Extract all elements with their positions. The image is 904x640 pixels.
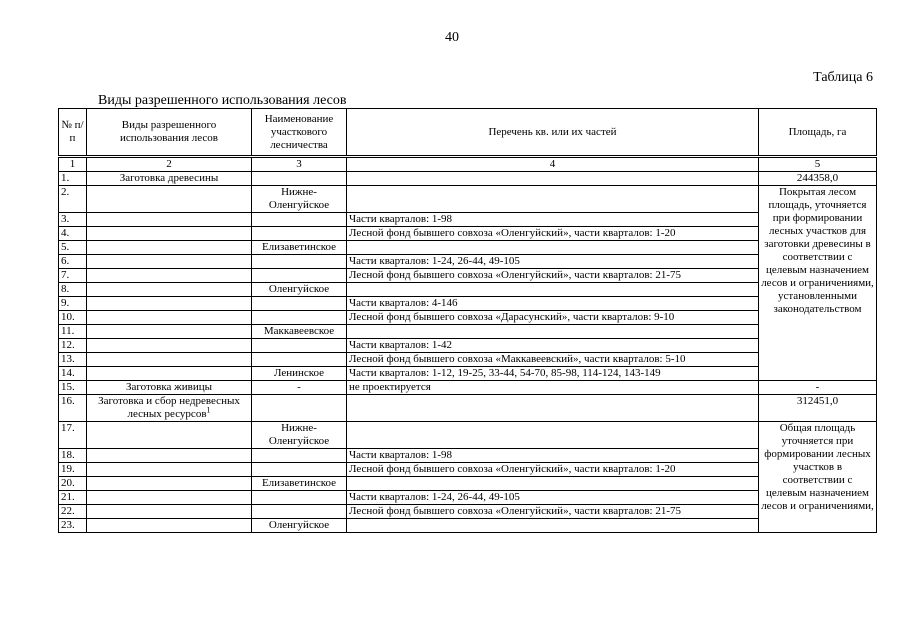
area-note: Покрытая лесом площадь, уточняется при формировании лесных участков для заготовки древесины в соответствии с целевым назначением лесов и ограничениями, установленными законодательством bbox=[759, 186, 877, 381]
forestry-name bbox=[252, 255, 347, 269]
table-row bbox=[59, 491, 877, 505]
forestry-name bbox=[252, 353, 347, 367]
quarters-list: Части кварталов: 1-98 bbox=[347, 449, 759, 463]
table-row bbox=[59, 477, 877, 491]
use-kind bbox=[87, 255, 252, 269]
quarters-list bbox=[347, 241, 759, 255]
quarters-list: Части кварталов: 1-98 bbox=[347, 213, 759, 227]
table-row bbox=[59, 381, 877, 395]
quarters-list bbox=[347, 477, 759, 491]
use-kind bbox=[87, 339, 252, 353]
row-number: 9. bbox=[59, 297, 87, 311]
row-number: 4. bbox=[59, 227, 87, 241]
quarters-list: Лесной фонд бывшего совхоза «Оленгуйский», части кварталов: 21-75 bbox=[347, 269, 759, 283]
quarters-list: Лесной фонд бывшего совхоза «Маккавеевский», части кварталов: 5-10 bbox=[347, 353, 759, 367]
row-number: 8. bbox=[59, 283, 87, 297]
area-value: 312451,0 bbox=[759, 395, 877, 422]
use-kind bbox=[87, 297, 252, 311]
use-kind bbox=[87, 186, 252, 213]
row-number: 23. bbox=[59, 519, 87, 533]
row-number: 21. bbox=[59, 491, 87, 505]
header-cell: Перечень кв. или их частей bbox=[347, 109, 759, 157]
forestry-name: Ленинское bbox=[252, 367, 347, 381]
row-number: 2. bbox=[59, 186, 87, 213]
use-kind bbox=[87, 353, 252, 367]
row-number: 11. bbox=[59, 325, 87, 339]
table-row bbox=[59, 269, 877, 283]
use-kind bbox=[87, 422, 252, 449]
column-number: 2 bbox=[87, 157, 252, 172]
quarters-list: Части кварталов: 1-24, 26-44, 49-105 bbox=[347, 491, 759, 505]
table-row bbox=[59, 449, 877, 463]
forestry-name: Нижне-Оленгуйское bbox=[252, 422, 347, 449]
quarters-list bbox=[347, 395, 759, 422]
use-kind: Заготовка древесины bbox=[87, 172, 252, 186]
row-number: 15. bbox=[59, 381, 87, 395]
quarters-list: Части кварталов: 1-12, 19-25, 33-44, 54-70, 85-98, 114-124, 143-149 bbox=[347, 367, 759, 381]
use-kind bbox=[87, 491, 252, 505]
use-kind bbox=[87, 325, 252, 339]
table-row bbox=[59, 505, 877, 519]
forestry-name: - bbox=[252, 381, 347, 395]
forestry-name: Оленгуйское bbox=[252, 283, 347, 297]
table-row bbox=[59, 172, 877, 186]
table-row bbox=[59, 353, 877, 367]
quarters-list: Части кварталов: 4-146 bbox=[347, 297, 759, 311]
quarters-list: Части кварталов: 1-24, 26-44, 49-105 bbox=[347, 255, 759, 269]
table-row bbox=[59, 255, 877, 269]
use-kind bbox=[87, 477, 252, 491]
use-kind: Заготовка живицы bbox=[87, 381, 252, 395]
row-number: 20. bbox=[59, 477, 87, 491]
forestry-name bbox=[252, 491, 347, 505]
area-value: 244358,0 bbox=[759, 172, 877, 186]
quarters-list: Лесной фонд бывшего совхоза «Дарасунский», части кварталов: 9-10 bbox=[347, 311, 759, 325]
table-row bbox=[59, 311, 877, 325]
quarters-list: Лесной фонд бывшего совхоза «Оленгуйский», части кварталов: 1-20 bbox=[347, 463, 759, 477]
table-row bbox=[59, 395, 877, 422]
footnote-mark: 1 bbox=[206, 405, 211, 415]
quarters-list bbox=[347, 519, 759, 533]
page-number: 40 bbox=[445, 30, 459, 45]
area-value: - bbox=[759, 381, 877, 395]
column-number: 1 bbox=[59, 157, 87, 172]
use-kind bbox=[87, 519, 252, 533]
use-kind bbox=[87, 213, 252, 227]
forestry-name bbox=[252, 297, 347, 311]
quarters-list bbox=[347, 283, 759, 297]
forestry-name bbox=[252, 339, 347, 353]
forestry-name bbox=[252, 449, 347, 463]
row-number: 1. bbox=[59, 172, 87, 186]
header-cell: Площадь, га bbox=[759, 109, 877, 157]
forestry-name: Оленгуйское bbox=[252, 519, 347, 533]
header-cell: Наименование участкового лесничества bbox=[252, 109, 347, 157]
forestry-name: Маккавеевское bbox=[252, 325, 347, 339]
use-kind bbox=[87, 449, 252, 463]
forest-use-table bbox=[58, 108, 877, 533]
use-kind bbox=[87, 463, 252, 477]
use-kind bbox=[87, 505, 252, 519]
row-number: 12. bbox=[59, 339, 87, 353]
quarters-list bbox=[347, 325, 759, 339]
row-number: 14. bbox=[59, 367, 87, 381]
quarters-list: не проектируется bbox=[347, 381, 759, 395]
table-row bbox=[59, 422, 877, 449]
use-kind bbox=[87, 241, 252, 255]
forestry-name: Нижне-Оленгуйское bbox=[252, 186, 347, 213]
row-number: 5. bbox=[59, 241, 87, 255]
quarters-list: Лесной фонд бывшего совхоза «Оленгуйский», части кварталов: 1-20 bbox=[347, 227, 759, 241]
table-row bbox=[59, 283, 877, 297]
column-number: 4 bbox=[347, 157, 759, 172]
use-kind bbox=[87, 395, 252, 422]
row-number: 19. bbox=[59, 463, 87, 477]
table-row bbox=[59, 186, 877, 213]
forestry-name bbox=[252, 213, 347, 227]
quarters-list: Части кварталов: 1-42 bbox=[347, 339, 759, 353]
use-kind bbox=[87, 283, 252, 297]
use-kind bbox=[87, 367, 252, 381]
use-kind bbox=[87, 227, 252, 241]
quarters-list bbox=[347, 422, 759, 449]
forestry-name bbox=[252, 463, 347, 477]
table-title: Виды разрешенного использования лесов bbox=[98, 93, 347, 108]
row-number: 17. bbox=[59, 422, 87, 449]
row-number: 13. bbox=[59, 353, 87, 367]
area-note: Общая площадь уточняется при формировании лесных участков в соответствии с целевым назначением лесов и ограничениями, bbox=[759, 422, 877, 533]
table-row bbox=[59, 367, 877, 381]
forestry-name bbox=[252, 505, 347, 519]
table-label: Таблица 6 bbox=[813, 70, 873, 85]
header-row bbox=[59, 109, 877, 157]
quarters-list bbox=[347, 172, 759, 186]
table-row bbox=[59, 241, 877, 255]
row-number: 16. bbox=[59, 395, 87, 422]
table-row bbox=[59, 213, 877, 227]
forestry-name bbox=[252, 227, 347, 241]
table-row bbox=[59, 339, 877, 353]
header-cell: № п/п bbox=[59, 109, 87, 157]
row-number: 7. bbox=[59, 269, 87, 283]
forestry-name: Елизаветинское bbox=[252, 477, 347, 491]
table-row bbox=[59, 325, 877, 339]
use-kind bbox=[87, 269, 252, 283]
table-row bbox=[59, 227, 877, 241]
column-number-row bbox=[59, 157, 877, 172]
forestry-name bbox=[252, 172, 347, 186]
row-number: 6. bbox=[59, 255, 87, 269]
forestry-name bbox=[252, 269, 347, 283]
table-row bbox=[59, 463, 877, 477]
forestry-name bbox=[252, 395, 347, 422]
forestry-name bbox=[252, 311, 347, 325]
column-number: 3 bbox=[252, 157, 347, 172]
row-number: 3. bbox=[59, 213, 87, 227]
quarters-list bbox=[347, 186, 759, 213]
quarters-list: Лесной фонд бывшего совхоза «Оленгуйский», части кварталов: 21-75 bbox=[347, 505, 759, 519]
forestry-name: Елизаветинское bbox=[252, 241, 347, 255]
table-row bbox=[59, 297, 877, 311]
row-number: 22. bbox=[59, 505, 87, 519]
header-cell: Виды разрешенного использования лесов bbox=[87, 109, 252, 157]
use-kind-text: Заготовка и сбор недревесных лесных ресурсов bbox=[98, 395, 240, 420]
table-row bbox=[59, 519, 877, 533]
column-number: 5 bbox=[759, 157, 877, 172]
row-number: 18. bbox=[59, 449, 87, 463]
use-kind bbox=[87, 311, 252, 325]
row-number: 10. bbox=[59, 311, 87, 325]
